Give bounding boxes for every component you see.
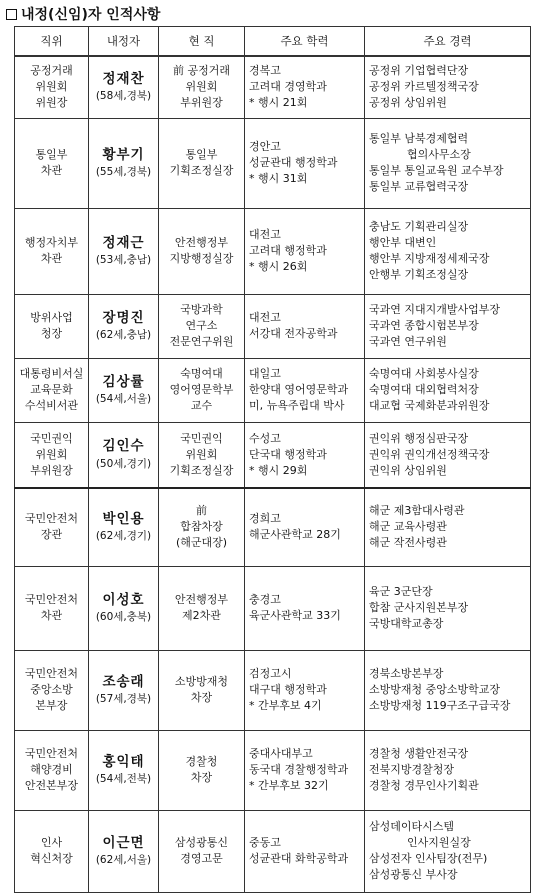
table-row	[15, 294, 531, 358]
appointee-age-origin: (50세,경기)	[95, 457, 152, 470]
education-line: 서강대 전자공학과	[249, 327, 338, 340]
position-line: 장관	[40, 528, 63, 542]
career-line: 육군 3군단장	[369, 585, 433, 599]
position-cell	[15, 294, 89, 358]
career-line: 통일부 남북경제협력	[369, 132, 469, 146]
appointee-cell	[89, 488, 159, 566]
position-cell	[15, 422, 89, 488]
position-line: 대통령비서실	[19, 367, 84, 381]
current-line: 부위원장	[180, 96, 223, 110]
education-line: 경안고	[249, 140, 281, 154]
position-line: 안전본부장	[24, 778, 79, 792]
current-line: 전문연구위원	[169, 334, 234, 348]
education-line: 성균관대 화학공학과	[249, 852, 349, 865]
appointee-age-origin: (62세,서울)	[95, 854, 152, 867]
table-row	[15, 650, 531, 730]
current-line: 차장	[190, 771, 213, 784]
career-line: 통일부 통일교육원 교수부장	[369, 164, 504, 177]
education-line: 단국대 행정학과	[249, 447, 327, 461]
career-line: 경북소방본부장	[369, 667, 444, 681]
appointee-cell	[89, 810, 159, 892]
education-line: 검정고시	[249, 667, 292, 681]
position-line: 인사	[40, 836, 63, 850]
position-cell	[15, 650, 89, 730]
appointee-age-origin: (55세,경북)	[95, 166, 152, 179]
education-cell	[245, 730, 365, 810]
current-line: 前	[196, 504, 207, 518]
position-line: 차관	[40, 609, 63, 622]
education-line: 대일고	[249, 367, 281, 381]
education-cell	[245, 810, 365, 892]
current-post-cell	[159, 358, 245, 422]
current-line: 합참차장	[180, 520, 223, 534]
appointee-name: 조송래	[102, 673, 145, 690]
education-line: 중동고	[249, 836, 281, 850]
position-line: 혁신처장	[30, 852, 73, 865]
education-line: * 간부후보 4기	[249, 698, 322, 712]
current-line: (해군대장)	[175, 536, 228, 550]
appointee-age-origin: (53세,충남)	[95, 254, 152, 267]
education-line: * 행시 29회	[249, 463, 308, 477]
position-line: 해양경비	[30, 763, 73, 777]
education-line: 한양대 영어영문학과	[249, 383, 349, 397]
career-line: 숙명여대 대외협력처장	[369, 383, 479, 397]
career-line: 숙명여대 사회봉사실장	[369, 367, 479, 381]
education-line: 성균관대 행정학과	[249, 156, 338, 170]
position-line: 국민안전처	[24, 512, 79, 526]
appointee-name: 박인용	[102, 510, 145, 527]
education-line: 중대사대부고	[249, 747, 313, 761]
current-line: 통일부	[185, 148, 218, 162]
appointee-age-origin: (54세,서울)	[95, 393, 152, 406]
current-line: 기획조정실장	[169, 463, 234, 477]
career-line: 공정위 기업협력단장	[369, 64, 469, 78]
appointee-age-origin: (58세,경북)	[95, 90, 152, 103]
education-cell	[245, 358, 365, 422]
career-cell	[365, 294, 531, 358]
current-line: 차장	[190, 691, 213, 704]
education-line: 동국대 경찰행정학과	[249, 763, 349, 777]
education-line: * 행시 21회	[249, 96, 308, 110]
career-line: 합참 군사지원본부장	[369, 601, 469, 615]
current-line: 위원회	[185, 447, 218, 461]
career-line: 안행부 기획조정실장	[369, 267, 469, 281]
table-header-row	[15, 27, 531, 57]
document-title	[6, 4, 160, 24]
education-cell	[245, 488, 365, 566]
education-line: 고려대 경영학과	[249, 80, 327, 94]
table-row	[15, 810, 531, 892]
header-position: 직위	[15, 27, 89, 57]
table-row	[15, 118, 531, 208]
appointee-cell	[89, 358, 159, 422]
current-post-cell	[159, 488, 245, 566]
position-cell	[15, 810, 89, 892]
position-line: 본부장	[35, 698, 68, 712]
education-line: 미, 뉴욕주립대 박사	[249, 398, 345, 412]
career-line: 경찰청 경무인사기획관	[369, 778, 479, 792]
current-line: 숙명여대	[180, 367, 223, 381]
education-cell	[245, 118, 365, 208]
education-cell	[245, 422, 365, 488]
table-row	[15, 56, 531, 118]
appointee-name: 김상률	[102, 373, 145, 390]
career-line: 전북지방경찰청장	[369, 763, 455, 777]
appointee-age-origin: (62세,충남)	[95, 329, 152, 342]
appointee-table	[14, 26, 531, 893]
education-cell	[245, 208, 365, 294]
career-cell	[365, 730, 531, 810]
title-text: 내정(신임)자 인적사항	[21, 7, 161, 23]
table-row	[15, 566, 531, 650]
career-line: 국과연 연구위원	[369, 334, 447, 348]
education-line: 대전고	[249, 228, 281, 242]
current-post-cell	[159, 566, 245, 650]
position-cell	[15, 118, 89, 208]
career-line: 국방대학교총장	[369, 616, 444, 630]
appointee-age-origin: (60세,충북)	[95, 611, 152, 624]
position-line: 방위사업	[30, 311, 73, 325]
career-cell	[365, 488, 531, 566]
table-row	[15, 358, 531, 422]
career-line: 인사지원실장	[407, 836, 471, 850]
education-line: * 행시 31회	[249, 171, 308, 185]
current-line: 영어영문학부	[169, 383, 234, 397]
current-line: 연구소	[185, 319, 218, 333]
position-line: 부위원장	[30, 463, 73, 477]
position-line: 통일부	[35, 148, 68, 162]
header-appointee: 내정자	[89, 27, 159, 57]
current-line: 소방방재청	[174, 675, 229, 689]
appointee-cell	[89, 118, 159, 208]
education-line: 대전고	[249, 311, 281, 325]
career-line: 권익위 상임위원	[369, 463, 447, 477]
career-line: 소방방재청 중앙소방학교장	[369, 683, 501, 697]
education-line: 해군사관학교 28기	[249, 528, 341, 542]
current-post-cell	[159, 294, 245, 358]
career-cell	[365, 422, 531, 488]
education-line: 육군사관학교 33기	[249, 609, 341, 622]
current-line: 경찰청	[185, 755, 218, 769]
appointee-cell	[89, 730, 159, 810]
current-line: 국방과학	[180, 303, 223, 317]
table-row	[15, 422, 531, 488]
appointee-name: 이근면	[102, 834, 145, 851]
appointee-cell	[89, 56, 159, 118]
education-cell	[245, 56, 365, 118]
position-line: 위원장	[35, 96, 68, 110]
current-line: 前 공정거래	[172, 64, 230, 78]
position-cell	[15, 566, 89, 650]
current-line: 기획조정실장	[169, 164, 234, 177]
current-line: 안전행정부	[174, 593, 229, 607]
career-line: 협의사무소장	[407, 148, 471, 162]
career-cell	[365, 208, 531, 294]
career-cell	[365, 358, 531, 422]
career-line: 해군 제3함대사령관	[369, 504, 465, 518]
career-cell	[365, 56, 531, 118]
current-post-cell	[159, 118, 245, 208]
career-cell	[365, 118, 531, 208]
career-line: 행안부 대변인	[369, 236, 437, 250]
appointee-name: 정재근	[102, 234, 145, 251]
position-line: 공정거래	[30, 64, 73, 78]
career-line: 공정위 카르텔정책국장	[369, 80, 479, 94]
current-line: 경영고문	[180, 852, 223, 865]
appointee-name: 홍익태	[102, 753, 145, 770]
position-line: 차관	[40, 164, 63, 177]
appointee-age-origin: (57세,경북)	[95, 693, 152, 706]
appointee-name: 황부기	[102, 146, 145, 163]
current-line: 교수	[190, 398, 213, 412]
career-line: 국과연 지대지개발사업부장	[369, 303, 501, 317]
appointee-age-origin: (62세,경기)	[95, 530, 152, 543]
current-line: 지방행정실장	[169, 252, 234, 265]
position-line: 국민안전처	[24, 593, 79, 607]
current-line: 위원회	[185, 80, 218, 94]
education-line: 고려대 행정학과	[249, 244, 327, 258]
appointee-age-origin: (54세,전북)	[95, 773, 152, 786]
career-line: 삼성전자 인사팀장(전무)	[369, 852, 488, 865]
current-post-cell	[159, 730, 245, 810]
position-line: 청장	[40, 327, 63, 340]
header-education: 주요 학력	[245, 27, 365, 57]
table-row	[15, 730, 531, 810]
education-line: 대구대 행정학과	[249, 683, 327, 697]
position-line: 수석비서관	[24, 398, 79, 412]
appointee-name: 김인수	[102, 438, 145, 455]
career-line: 국과연 종합시험본부장	[369, 319, 479, 333]
table-row	[15, 488, 531, 566]
career-line: 대교협 국제화분과위원장	[369, 398, 490, 412]
appointee-cell	[89, 650, 159, 730]
education-line: * 간부후보 32기	[249, 778, 329, 792]
position-line: 위원회	[35, 80, 68, 94]
appointee-name: 이성호	[102, 591, 145, 608]
career-line: 경찰청 생활안전국장	[369, 747, 469, 761]
career-cell	[365, 650, 531, 730]
position-line: 국민권익	[30, 431, 73, 445]
current-line: 제2차관	[182, 609, 221, 622]
career-line: 권익위 행정심판국장	[369, 431, 469, 445]
appointee-name: 장명진	[102, 309, 145, 326]
position-cell	[15, 358, 89, 422]
position-line: 중앙소방	[30, 683, 73, 697]
career-line: 행안부 지방재정세제국장	[369, 252, 490, 265]
career-line: 삼성데이타시스템	[369, 820, 455, 834]
career-line: 해군 교육사령관	[369, 520, 447, 534]
position-cell	[15, 730, 89, 810]
education-line: 경희고	[249, 512, 281, 526]
position-cell	[15, 56, 89, 118]
current-post-cell	[159, 208, 245, 294]
career-line: 소방방재청 119구조구급국장	[369, 698, 511, 712]
career-line: 충남도 기획관리실장	[369, 220, 469, 234]
career-cell	[365, 566, 531, 650]
checkbox-bullet-icon	[6, 9, 17, 20]
appointee-cell	[89, 422, 159, 488]
education-cell	[245, 566, 365, 650]
current-line: 삼성광통신	[174, 836, 229, 850]
career-line: 권익위 권익개선정책국장	[369, 447, 490, 461]
appointee-cell	[89, 208, 159, 294]
position-cell	[15, 208, 89, 294]
current-post-cell	[159, 422, 245, 488]
career-line: 통일부 교류협력국장	[369, 179, 469, 193]
education-cell	[245, 650, 365, 730]
table-row	[15, 208, 531, 294]
appointee-name: 정재찬	[102, 70, 145, 87]
appointee-cell	[89, 566, 159, 650]
position-line: 국민안전처	[24, 667, 79, 681]
position-line: 차관	[40, 252, 63, 265]
current-post-cell	[159, 56, 245, 118]
education-line: * 행시 26회	[249, 259, 308, 273]
appointee-cell	[89, 294, 159, 358]
current-line: 안전행정부	[174, 236, 229, 250]
career-cell	[365, 810, 531, 892]
position-line: 교육문화	[30, 383, 73, 397]
position-line: 국민안전처	[24, 747, 79, 761]
career-line: 삼성광통신 부사장	[369, 867, 458, 881]
header-career: 주요 경력	[365, 27, 531, 57]
education-line: 경복고	[249, 64, 281, 78]
position-line: 위원회	[35, 447, 68, 461]
position-cell	[15, 488, 89, 566]
education-line: 충경고	[249, 593, 281, 607]
position-line: 행정자치부	[24, 236, 79, 250]
career-line: 공정위 상임위원	[369, 96, 447, 110]
education-line: 수성고	[249, 431, 281, 445]
education-cell	[245, 294, 365, 358]
current-line: 국민권익	[180, 431, 223, 445]
current-post-cell	[159, 810, 245, 892]
career-line: 해군 작전사령관	[369, 536, 447, 550]
header-current: 현 직	[159, 27, 245, 57]
current-post-cell	[159, 650, 245, 730]
